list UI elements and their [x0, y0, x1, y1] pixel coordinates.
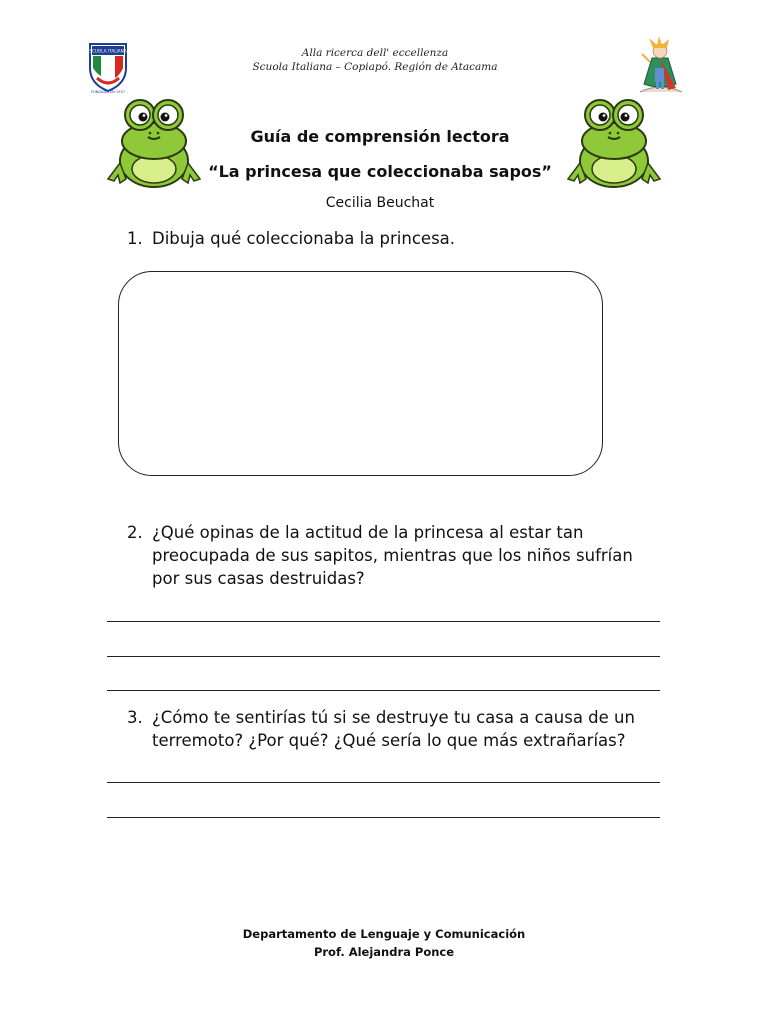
story-title: “La princesa que coleccionaba sapos” — [208, 162, 552, 181]
question-3 — [127, 706, 657, 752]
motto-line-1: Alla ricerca dell' eccellenza — [301, 47, 449, 59]
question-text: ¿Cómo te sentirías tú si se destruye tu casa a causa de un terremoto? ¿Por qué? ¿Qué sería lo que más extrañarías? — [152, 708, 635, 750]
header-motto — [230, 46, 520, 74]
question-number: 1. — [127, 229, 143, 248]
question-number: 2. — [127, 523, 143, 542]
answer-line[interactable] — [107, 656, 660, 657]
motto-line-2: Scuola Italiana – Copiapó. Región de Atacama — [252, 61, 498, 73]
worksheet-title: Guía de comprensión lectora — [250, 127, 510, 146]
footer-department: Departamento de Lenguaje y Comunicación — [242, 927, 526, 941]
answer-line[interactable] — [107, 690, 660, 691]
logo-text-bottom: FUNDADA EN 1957 — [90, 90, 126, 94]
drawing-area-box[interactable] — [118, 271, 603, 476]
school-shield-logo — [87, 38, 129, 94]
question-2 — [127, 521, 657, 590]
answer-line[interactable] — [107, 817, 660, 818]
frog-icon — [566, 93, 662, 193]
question-number: 3. — [127, 708, 143, 727]
question-text: ¿Qué opinas de la actitud de la princesa al estar tan preocupada de sus sapitos, mientras que los niños sufrían por sus casas destruidas? — [152, 523, 633, 588]
little-prince-figure — [634, 34, 686, 96]
answer-line[interactable] — [107, 621, 660, 622]
question-text: Dibuja qué coleccionaba la princesa. — [152, 229, 456, 248]
question-1 — [127, 227, 647, 250]
author-name: Cecilia Beuchat — [325, 195, 435, 211]
footer-teacher: Prof. Alejandra Ponce — [313, 945, 455, 959]
logo-text-top: SCUOLA ITALIANA — [89, 48, 127, 54]
answer-line[interactable] — [107, 782, 660, 783]
